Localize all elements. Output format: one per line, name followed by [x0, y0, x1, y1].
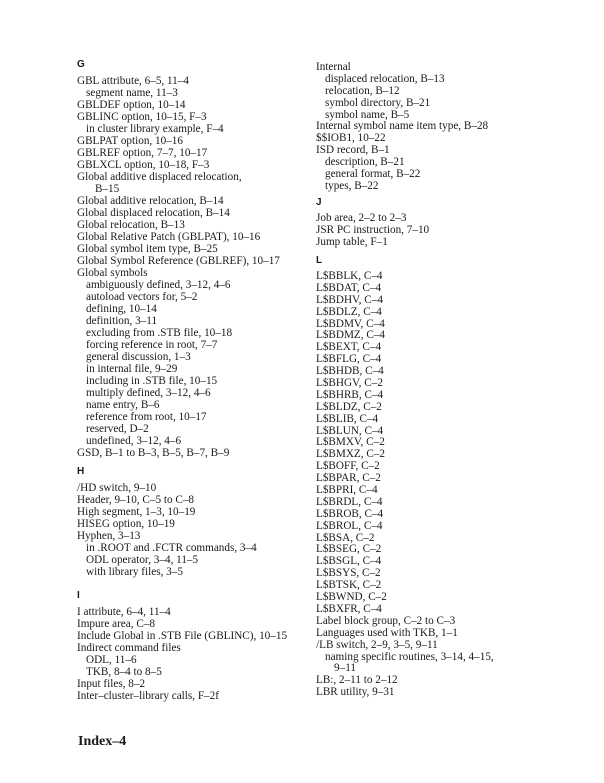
page-folio: Index–4 [78, 734, 127, 749]
index-entry: L$BSYS, C–2 [316, 567, 381, 580]
index-entry: L$BPAR, C–2 [316, 472, 381, 485]
section-letter-heading: L [316, 255, 323, 266]
index-subentry: relocation, B–12 [325, 84, 400, 97]
index-entry: L$BLUN, C–4 [316, 424, 384, 437]
index-subentry: in cluster library example, F–4 [86, 123, 224, 135]
index-subentry: general discussion, 1–3 [86, 351, 191, 363]
index-section-j [316, 197, 429, 249]
index-entry: Internal [316, 61, 351, 73]
index-entry: L$BDMV, C–4 [316, 317, 385, 330]
index-entry: $$IOB1, 10–22 [316, 132, 386, 145]
index-entry: L$BOFF, C–2 [316, 460, 380, 473]
index-entry: GBLPAT option, 10–16 [77, 135, 183, 147]
index-entry: Indirect command files [77, 642, 181, 654]
index-section-i [77, 590, 287, 702]
index-entry: I attribute, 6–4, 11–4 [77, 606, 171, 618]
index-entry: GBLDEF option, 10–14 [77, 99, 186, 111]
index-entry: L$BTSK, C–2 [316, 579, 382, 592]
index-entry: L$BMXV, C–2 [316, 436, 385, 449]
index-entry: Impure area, C–8 [77, 618, 155, 630]
index-entry: L$BRDL, C–4 [316, 495, 383, 508]
index-entry: L$BDHV, C–4 [316, 293, 383, 306]
section-letter-heading: G [77, 59, 85, 70]
index-section-i-continued [316, 62, 488, 193]
section-letter-heading: H [77, 466, 85, 477]
index-entry: Internal symbol name item type, B–28 [316, 120, 489, 133]
index-entry: L$BBLK, C–4 [316, 270, 383, 282]
index-entry: Languages used with TKB, 1–1 [316, 626, 458, 639]
index-subentry: symbol directory, B–21 [325, 96, 431, 109]
index-entry: LBR utility, 9–31 [316, 686, 395, 699]
index-entry: L$BSA, C–2 [316, 531, 375, 544]
index-section-l [316, 255, 494, 699]
index-entry-continuation: B–15 [95, 183, 120, 195]
index-entry: GSD, B–1 to B–3, B–5, B–7, B–9 [77, 447, 230, 459]
index-subentry: name entry, B–6 [86, 399, 160, 411]
index-subentry: reserved, D–2 [86, 423, 149, 435]
index-entry: GBLINC option, 10–15, F–3 [77, 111, 207, 123]
index-entry: JSR PC instruction, 7–10 [316, 223, 430, 236]
index-subentry: autoload vectors for, 5–2 [86, 291, 198, 303]
index-subentry: ODL, 11–6 [86, 654, 137, 666]
index-entry-continuation: 9–11 [334, 662, 356, 675]
index-subentry: TKB, 8–4 to 8–5 [86, 666, 162, 678]
index-entry: Job area, 2–2 to 2–3 [316, 212, 407, 224]
index-entry: L$BDMZ, C–4 [316, 329, 385, 342]
index-subentry: in internal file, 9–29 [86, 363, 178, 375]
index-subentry: defining, 10–14 [86, 303, 157, 315]
index-subentry: forcing reference in root, 7–7 [86, 339, 218, 351]
index-subentry: in .ROOT and .FCTR commands, 3–4 [86, 542, 257, 554]
index-entry: L$BLDZ, C–2 [316, 400, 382, 413]
index-entry: Global symbols [77, 267, 148, 279]
index-subentry: description, B–21 [325, 156, 405, 169]
index-subentry: ODL operator, 3–4, 11–5 [86, 554, 199, 566]
index-entry: L$BPRI, C–4 [316, 484, 378, 497]
index-entry: Global displaced relocation, B–14 [77, 207, 230, 219]
index-entry: Global relocation, B–13 [77, 219, 185, 231]
index-entry: High segment, 1–3, 10–19 [77, 506, 196, 518]
index-entry: L$BSGL, C–4 [316, 555, 382, 568]
index-entry: /LB switch, 2–9, 3–5, 9–11 [316, 638, 438, 651]
index-entry: Input files, 8–2 [77, 678, 146, 690]
index-entry: L$BSEG, C–2 [316, 543, 382, 556]
index-entry: L$BHRB, C–4 [316, 388, 384, 401]
index-entry: Header, 9–10, C–5 to C–8 [77, 494, 195, 506]
index-entry: L$BHDB, C–4 [316, 365, 384, 378]
index-subentry: multiply defined, 3–12, 4–6 [86, 387, 211, 399]
index-section-g [77, 59, 280, 459]
index-entry: L$BWND, C–2 [316, 591, 387, 604]
index-entry: Jump table, F–1 [316, 235, 388, 248]
section-letter-heading: I [77, 590, 80, 601]
index-subentry: general format, B–22 [325, 168, 421, 181]
index-section-h [77, 466, 257, 578]
index-subentry: naming specific routines, 3–14, 4–15, [325, 650, 494, 663]
index-subentry: undefined, 3–12, 4–6 [86, 435, 182, 447]
index-entry: L$BEXT, C–4 [316, 341, 382, 354]
index-subentry: definition, 3–11 [86, 315, 158, 327]
index-entry: Global additive displaced relocation, [77, 171, 242, 183]
index-entry: HISEG option, 10–19 [77, 518, 175, 530]
index-entry: L$BDLZ, C–4 [316, 305, 382, 318]
index-entry: Label block group, C–2 to C–3 [316, 614, 456, 627]
index-entry: GBL attribute, 6–5, 11–4 [77, 75, 189, 87]
index-entry: L$BROL, C–4 [316, 519, 383, 532]
index-entry: ISD record, B–1 [316, 144, 390, 157]
index-entry: L$BLIB, C–4 [316, 412, 379, 425]
index-subentry: segment name, 11–3 [86, 87, 178, 99]
index-entry: GBLXCL option, 10–18, F–3 [77, 159, 210, 171]
index-entry: Global additive relocation, B–14 [77, 195, 224, 207]
index-entry: L$BHGV, C–2 [316, 377, 383, 390]
index-subentry: reference from root, 10–17 [86, 411, 207, 423]
index-entry: Include Global in .STB File (GBLINC), 10–15 [77, 630, 288, 642]
section-letter-heading: J [316, 197, 322, 208]
index-subentry: symbol name, B–5 [325, 108, 410, 121]
index-entry: GBLREF option, 7–7, 10–17 [77, 147, 208, 159]
index-subentry: excluding from .STB file, 10–18 [86, 327, 233, 339]
index-entry: Global Relative Patch (GBLPAT), 10–16 [77, 231, 261, 243]
index-entry: L$BMXZ, C–2 [316, 448, 385, 461]
index-subentry: ambiguously defined, 3–12, 4–6 [86, 279, 231, 291]
index-entry: Hyphen, 3–13 [77, 530, 141, 542]
index-entry: L$BROB, C–4 [316, 507, 384, 520]
index-entry: LB:, 2–11 to 2–12 [316, 674, 398, 687]
index-entry: /HD switch, 9–10 [77, 482, 157, 494]
index-subentry: types, B–22 [325, 179, 379, 192]
index-entry: Global Symbol Reference (GBLREF), 10–17 [77, 255, 280, 267]
index-subentry: including in .STB file, 10–15 [86, 375, 218, 387]
index-entry: Inter–cluster–library calls, F–2f [77, 690, 219, 702]
index-entry: Global symbol item type, B–25 [77, 243, 218, 255]
index-subentry: with library files, 3–5 [86, 566, 183, 578]
index-entry: L$BXFR, C–4 [316, 602, 382, 615]
index-entry: L$BFLG, C–4 [316, 353, 382, 366]
index-entry: L$BDAT, C–4 [316, 281, 382, 294]
index-subentry: displaced relocation, B–13 [325, 72, 445, 85]
